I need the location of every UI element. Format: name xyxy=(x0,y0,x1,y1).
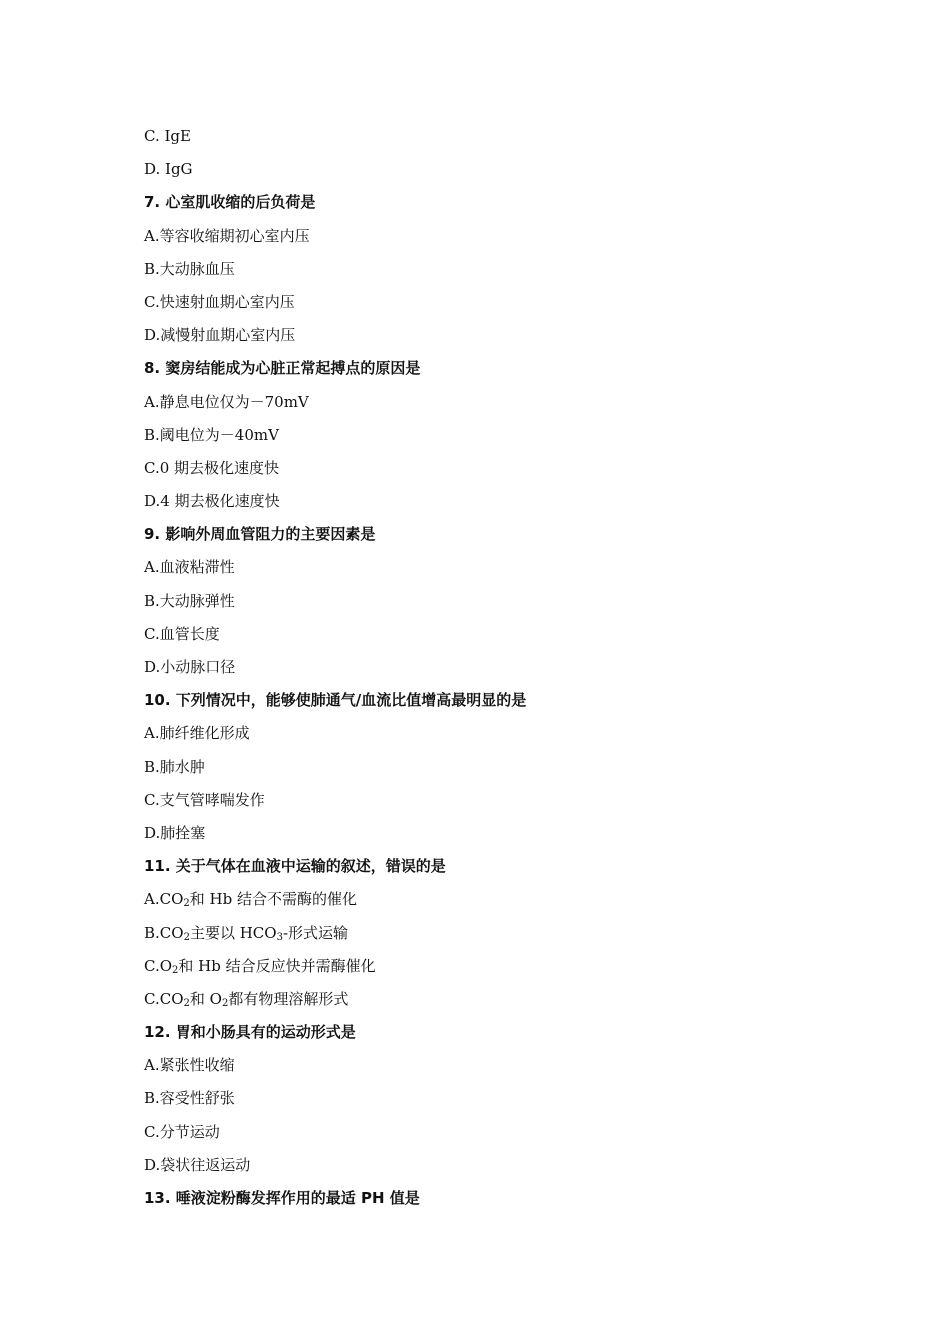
answer-option: B.阈电位为－40mV xyxy=(144,425,279,444)
question-text: 11. 关于气体在血液中运输的叙述，错误的是 xyxy=(144,857,446,876)
subscript-text: 2 xyxy=(183,898,190,910)
subscript-text: 2 xyxy=(183,931,190,943)
subscript-text: 3 xyxy=(276,931,283,943)
document-page xyxy=(144,120,844,1215)
answer-option: C.0 期去极化速度快 xyxy=(144,458,280,477)
answer-option: A.血液粘滞性 xyxy=(144,558,235,577)
subscript-text: 2 xyxy=(221,997,229,1009)
answer-option: D.小动脉口径 xyxy=(144,658,236,676)
answer-option: B.容受性舒张 xyxy=(144,1089,235,1108)
question-text: 7. 心室肌收缩的后负荷是 xyxy=(144,193,316,212)
answer-option: D. IgG xyxy=(144,160,193,179)
option-text-part: A.CO xyxy=(144,890,184,909)
answer-option xyxy=(144,883,844,916)
question-text: 8. 窦房结能成为心脏正常起搏点的原因是 xyxy=(144,359,421,378)
answer-option xyxy=(144,983,844,1016)
option-text-part: 都有物理溶解形式 xyxy=(228,989,349,1008)
answer-option: C.支气管哮喘发作 xyxy=(144,790,265,809)
question-text: 13. 唾液淀粉酶发挥作用的最适 PH 值是 xyxy=(144,1189,420,1207)
answer-option: D.袋状往返运动 xyxy=(144,1155,251,1174)
option-text-part: -形式运输 xyxy=(282,923,349,942)
answer-option: A.肺纤维化形成 xyxy=(144,724,250,743)
question-text: 9. 影响外周血管阻力的主要因素是 xyxy=(144,525,376,544)
answer-option xyxy=(144,950,844,983)
answer-option: D.4 期去极化速度快 xyxy=(144,492,280,511)
question-text: 12. 胃和小肠具有的运动形式是 xyxy=(144,1023,356,1042)
option-text-part: C.O xyxy=(144,956,173,975)
answer-option: A.静息电位仅为－70mV xyxy=(144,392,309,411)
subscript-text: 2 xyxy=(172,964,179,976)
answer-option: C. IgE xyxy=(144,127,191,145)
option-text-part: B.CO xyxy=(144,923,184,942)
answer-option: A.等容收缩期初心室内压 xyxy=(144,226,310,245)
subscript-text: 2 xyxy=(183,997,190,1009)
answer-option: D.减慢射血期心室内压 xyxy=(144,326,296,345)
answer-option xyxy=(144,917,844,950)
option-text-part: 和 Hb 结合不需酶的催化 xyxy=(189,890,357,909)
answer-option: B.肺水肿 xyxy=(144,757,205,776)
question-text: 10. 下列情况中，能够使肺通气/血流比值增高最明显的是 xyxy=(144,691,527,710)
answer-option: C.血管长度 xyxy=(144,624,220,643)
option-text-part: 主要以 HCO xyxy=(189,923,277,942)
answer-option: B.大动脉血压 xyxy=(144,259,235,278)
answer-option: C.快速射血期心室内压 xyxy=(144,292,295,311)
option-text-part: 和 O xyxy=(189,989,222,1008)
answer-option: A.紧张性收缩 xyxy=(144,1056,235,1075)
option-text-part: C.CO xyxy=(144,989,184,1008)
answer-option: B.大动脉弹性 xyxy=(144,591,235,610)
answer-option: D.肺拴塞 xyxy=(144,823,206,842)
option-text-part: 和 Hb 结合反应快并需酶催化 xyxy=(178,956,376,975)
answer-option: C.分节运动 xyxy=(144,1122,220,1141)
